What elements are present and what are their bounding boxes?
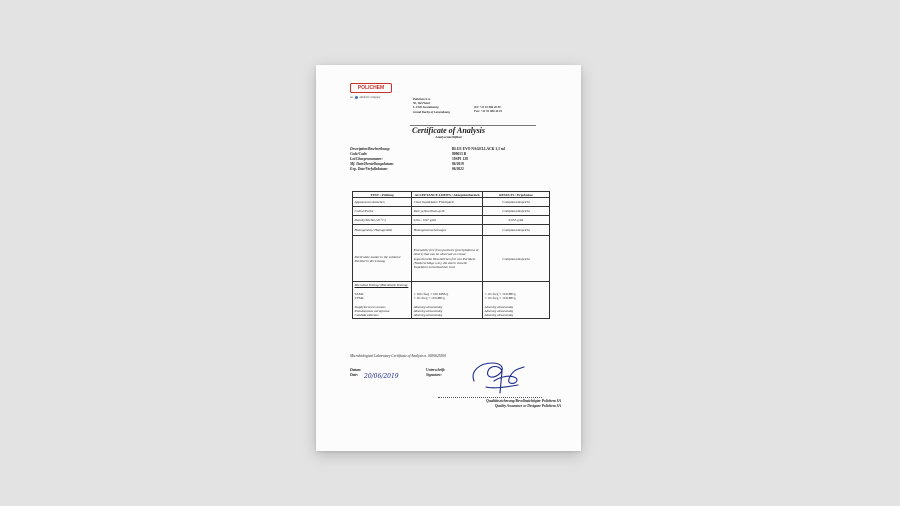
signature-line — [438, 397, 542, 398]
results-table — [352, 191, 550, 319]
info-row: Description/Beschreibung: BLUE EVO NAGELLACK 3,3 ml — [350, 147, 505, 151]
table-row: Density/Dichte (20 °C) 0,94 – 0,97 g/ml 0,953 g/ml — [353, 216, 550, 225]
table-row: Appearance/Aussehen Clear liquid/klare Flüssigkeit Complies/entspricht — [353, 198, 550, 207]
company-tagline: an almirall company — [350, 95, 381, 100]
column-header-limits: ACCEPTANCE LIMITS / Akzeptanzbereich — [412, 192, 483, 198]
document-title: Certificate of Analysis — [411, 126, 486, 135]
info-row: Code/Code: 800653 B — [350, 152, 467, 156]
info-row: Lot/Chargennummer: 19SP1 128 — [350, 157, 468, 161]
signature-image — [466, 357, 528, 397]
certificate-page — [316, 65, 581, 451]
lab-certificate-reference: Microbiological Laboratory Certificate of Analysis n. 0030625300 — [350, 354, 446, 358]
quality-assurance-caption: Qualitätssicherung/Bevollmächtigter Polichem SA Quality Assurance or Designee Polichem SA — [486, 399, 561, 408]
company-address: Polichem S.A. 50, Val Fleuri L-1526 Luxembourg Grand Duchy of Luxembourg — [413, 97, 450, 114]
table-row: Particulate matter in the solution/ Partikel in der Lösung Essentially free from particles (precipitations or others) that can be observed on visual inspection/Im Wesentlichen frei von Partikeln (Niederschläge o.ä.), die durch visuelle Inspektion zu beobachten sind Complies/entspricht — [353, 236, 550, 282]
handwritten-date: 20/06/2019 — [364, 373, 399, 380]
column-header-results: RESULTS / Ergebnisse — [483, 192, 550, 198]
product-info — [350, 147, 505, 172]
date-block: Datum: Date: 20/06/2019 — [350, 368, 399, 380]
company-contact: Tel: +41 91 986 40 00 Fax: +41 91 986 40 01 — [474, 105, 502, 114]
info-row: Mf. Date/Herstellungsdatum: 06/2019 — [350, 162, 464, 166]
column-header-test: TEST / Prüfung — [353, 192, 412, 198]
microbial-row: Microbial Testing/ Mikrobielle Testung: TAMC TYMC Staphylococcus aureus Pseudomonas aeruginosa Candida albicans < 100 cfu/g < 100 KBE/g < 10 cfu/g < 10 KBE/g Absent/g abwesend/g Absent/g abwesend/g Absent/g abwesend/g < 10 cfu/g < 10 KBE/g < 10 cfu/g < 10 KBE/g Absent/g abwesend/g Absent/g abwesend/g Absent/g abwesend/g — [353, 282, 550, 319]
signature-labels: Unterschrift: Signature: — [426, 368, 446, 377]
document-subtitle: Analysenzertifikat — [435, 135, 462, 139]
almirall-dot-icon — [355, 96, 358, 99]
info-row: Exp. Date/Verfallsdatum: 06/2022 — [350, 167, 464, 171]
table-row: Colour/Farbe Pale yellow/blass-gelb Complies/entspricht — [353, 207, 550, 216]
polichem-logo: POLICHEM — [350, 83, 392, 93]
table-row: Homogeneity/ Homogenität Homogeneous/homogen Complies/entspricht — [353, 225, 550, 236]
